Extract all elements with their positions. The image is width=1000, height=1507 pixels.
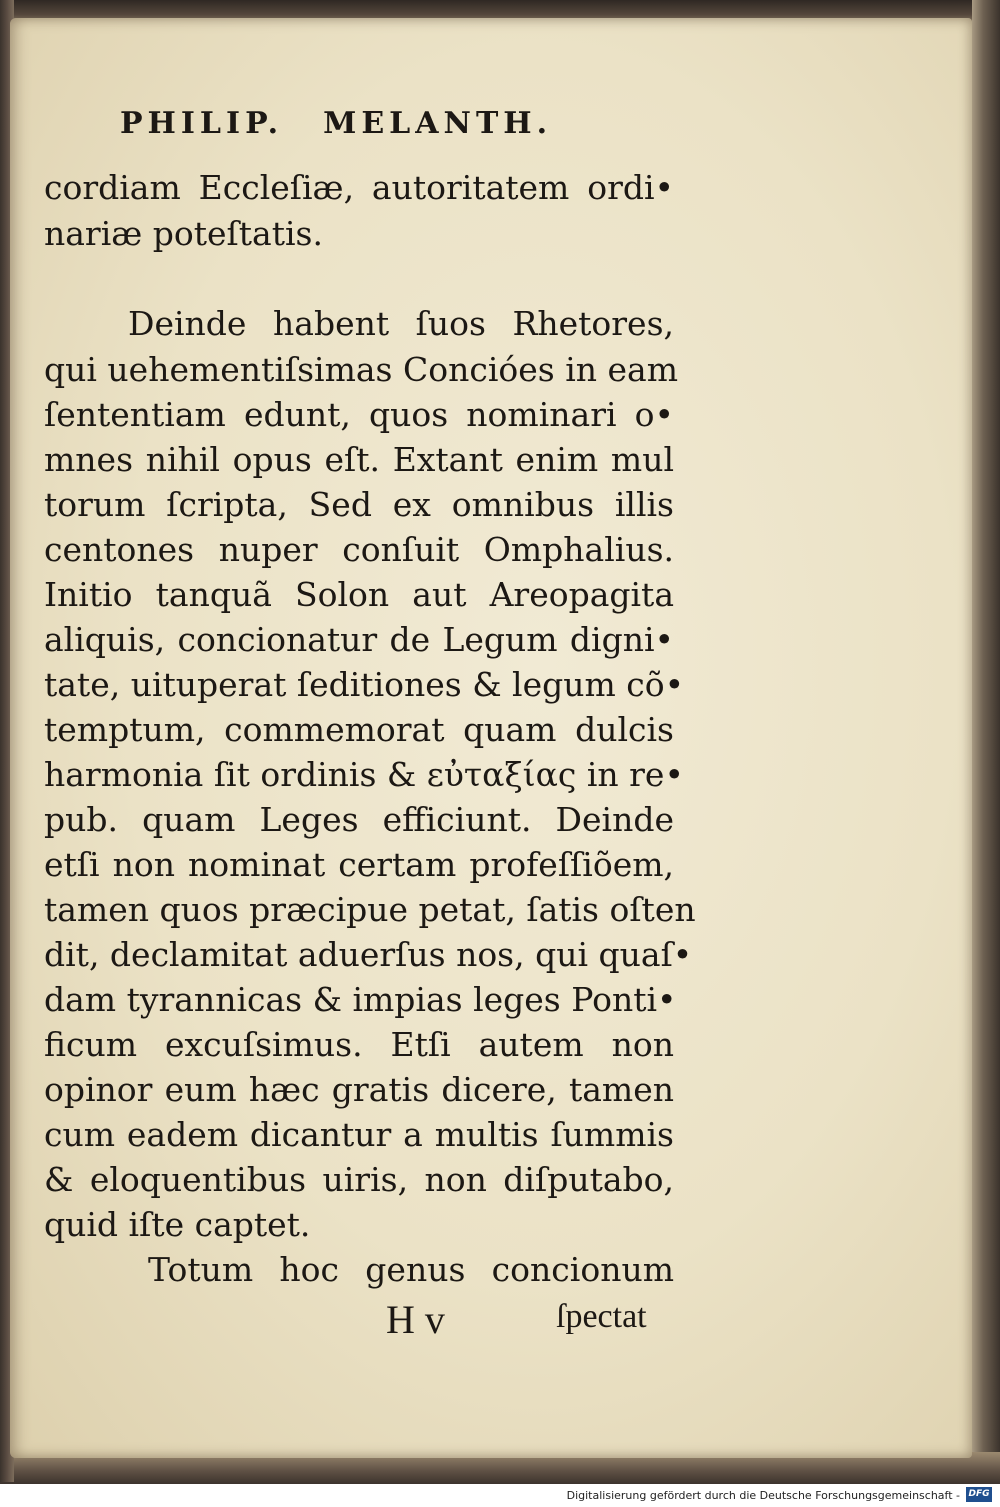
running-head-left: PHILIP. [120,106,284,141]
text-line: qui uehementiſsimas Concióes in eam [44,350,678,389]
text-line: centones nuper conſuit Omphalius. [44,530,674,569]
text-line: temptum, commemorat quam dulcis [44,710,674,749]
text-line: harmonia ſit ordinis & εὐταξίας in re• [44,755,684,794]
text-line: cordiam Eccleſiæ, autoritatem ordi• [44,168,674,207]
running-head-right: MELANTH. [323,106,553,141]
running-head [120,106,552,141]
text-line: cum eadem dicantur a multis ſummis [44,1115,674,1154]
text-line: aliquis, concionatur de Legum digni• [44,620,674,659]
book-right-edge [972,0,1000,1484]
text-line: & eloquentibus uiris, non diſputabo, [44,1160,674,1199]
text-line: dam tyrannicas & impias leges Ponti• [44,980,677,1019]
text-line: opinor eum hæc gratis dicere, tamen [44,1070,674,1109]
paragraph-first-line: Totum hoc genus concionum [148,1250,674,1289]
digitization-credit: Digitalisierung gefördert durch die Deutsche Forschungsgemeinschaft - [566,1489,960,1502]
signature-mark: H v [386,1297,445,1342]
text-line: pub. quam Leges efficiunt. Deinde [44,800,674,839]
paragraph-first-line: Deinde habent ſuos Rhetores, [128,304,674,343]
text-line: mnes nihil opus eſt. Extant enim mul [44,440,674,479]
text-line: nariæ poteſtatis. [44,214,323,253]
text-line: dit, declamitat aduerſus nos, qui quaſ• [44,935,693,974]
text-line: torum ſcripta, Sed ex omnibus illis [44,485,674,524]
text-line: Initio tanquã Solon aut Areopagita [44,575,674,614]
text-line: ficum excuſsimus. Etſi autem non [44,1025,674,1064]
catchword: ſpectat [556,1298,647,1335]
text-line: etſi non nominat certam profeſſiõem, [44,845,674,884]
text-line: quid iſte captet. [44,1205,311,1244]
text-line: tate, uituperat ſeditiones & legum cõ• [44,665,685,704]
text-line: ſententiam edunt, quos nominari o• [44,395,674,434]
text-line: tamen quos præcipue petat, ſatis oſten [44,890,696,929]
dfg-logo: DFG [966,1487,992,1502]
